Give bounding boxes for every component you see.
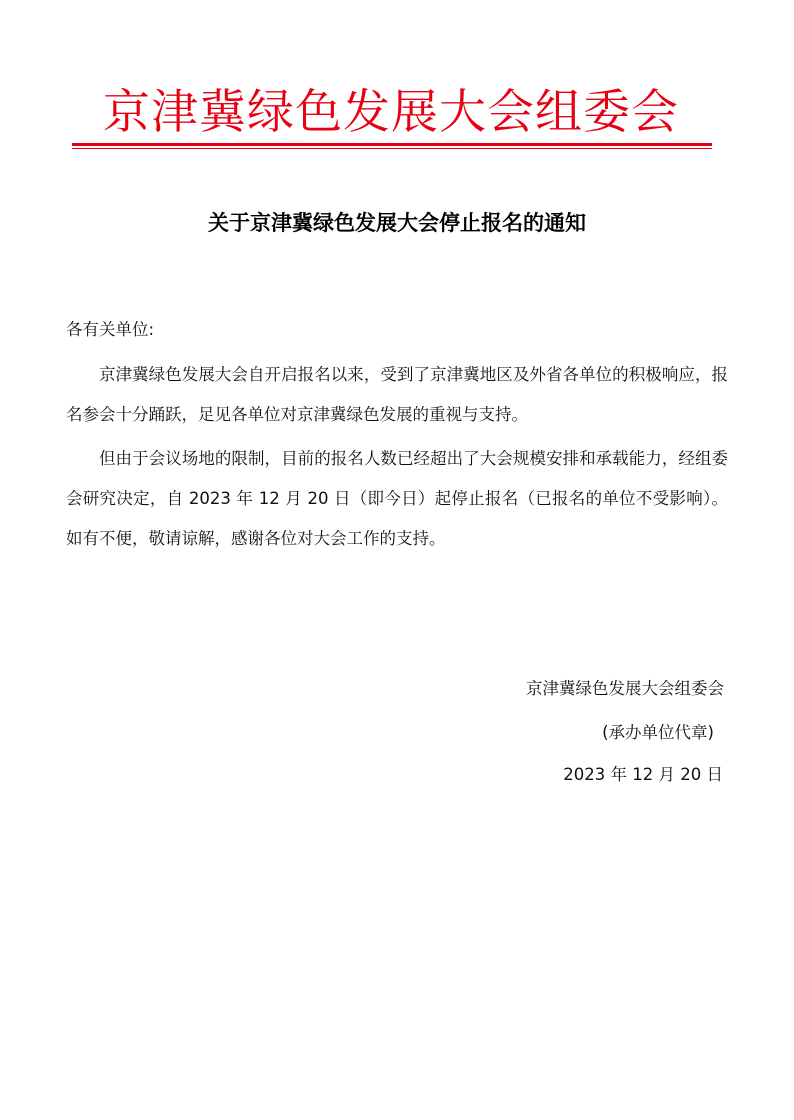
body-paragraph-1: 京津冀绿色发展大会自开启报名以来，受到了京津冀地区及外省各单位的积极响应，报名参会十分踊跃，足见各单位对京津冀绿色发展的重视与支持。 [66, 365, 728, 424]
signature-seal-note: (承办单位代章) [602, 723, 714, 742]
signature-date: 2023 年 12 月 20 日 [563, 765, 723, 784]
notice-title: 关于京津冀绿色发展大会停止报名的通知 [208, 211, 586, 235]
letterhead-red-rule-thin [72, 148, 712, 149]
letterhead-org-name: 京津冀绿色发展大会组委会 [103, 85, 679, 140]
signature-org: 京津冀绿色发展大会组委会 [526, 679, 724, 698]
salutation: 各有关单位: [66, 320, 155, 339]
body-paragraph-2: 但由于会议场地的限制，目前的报名人数已经超出了大会规模安排和承载能力，经组委会研究决定，自 2023 年 12 月 20 日（即今日）起停止报名（已报名的单位不受影响）。如有不便，敬请谅解，感谢各位对大会工作的支持。 [66, 449, 728, 548]
letterhead-red-rule-thick [72, 143, 712, 146]
